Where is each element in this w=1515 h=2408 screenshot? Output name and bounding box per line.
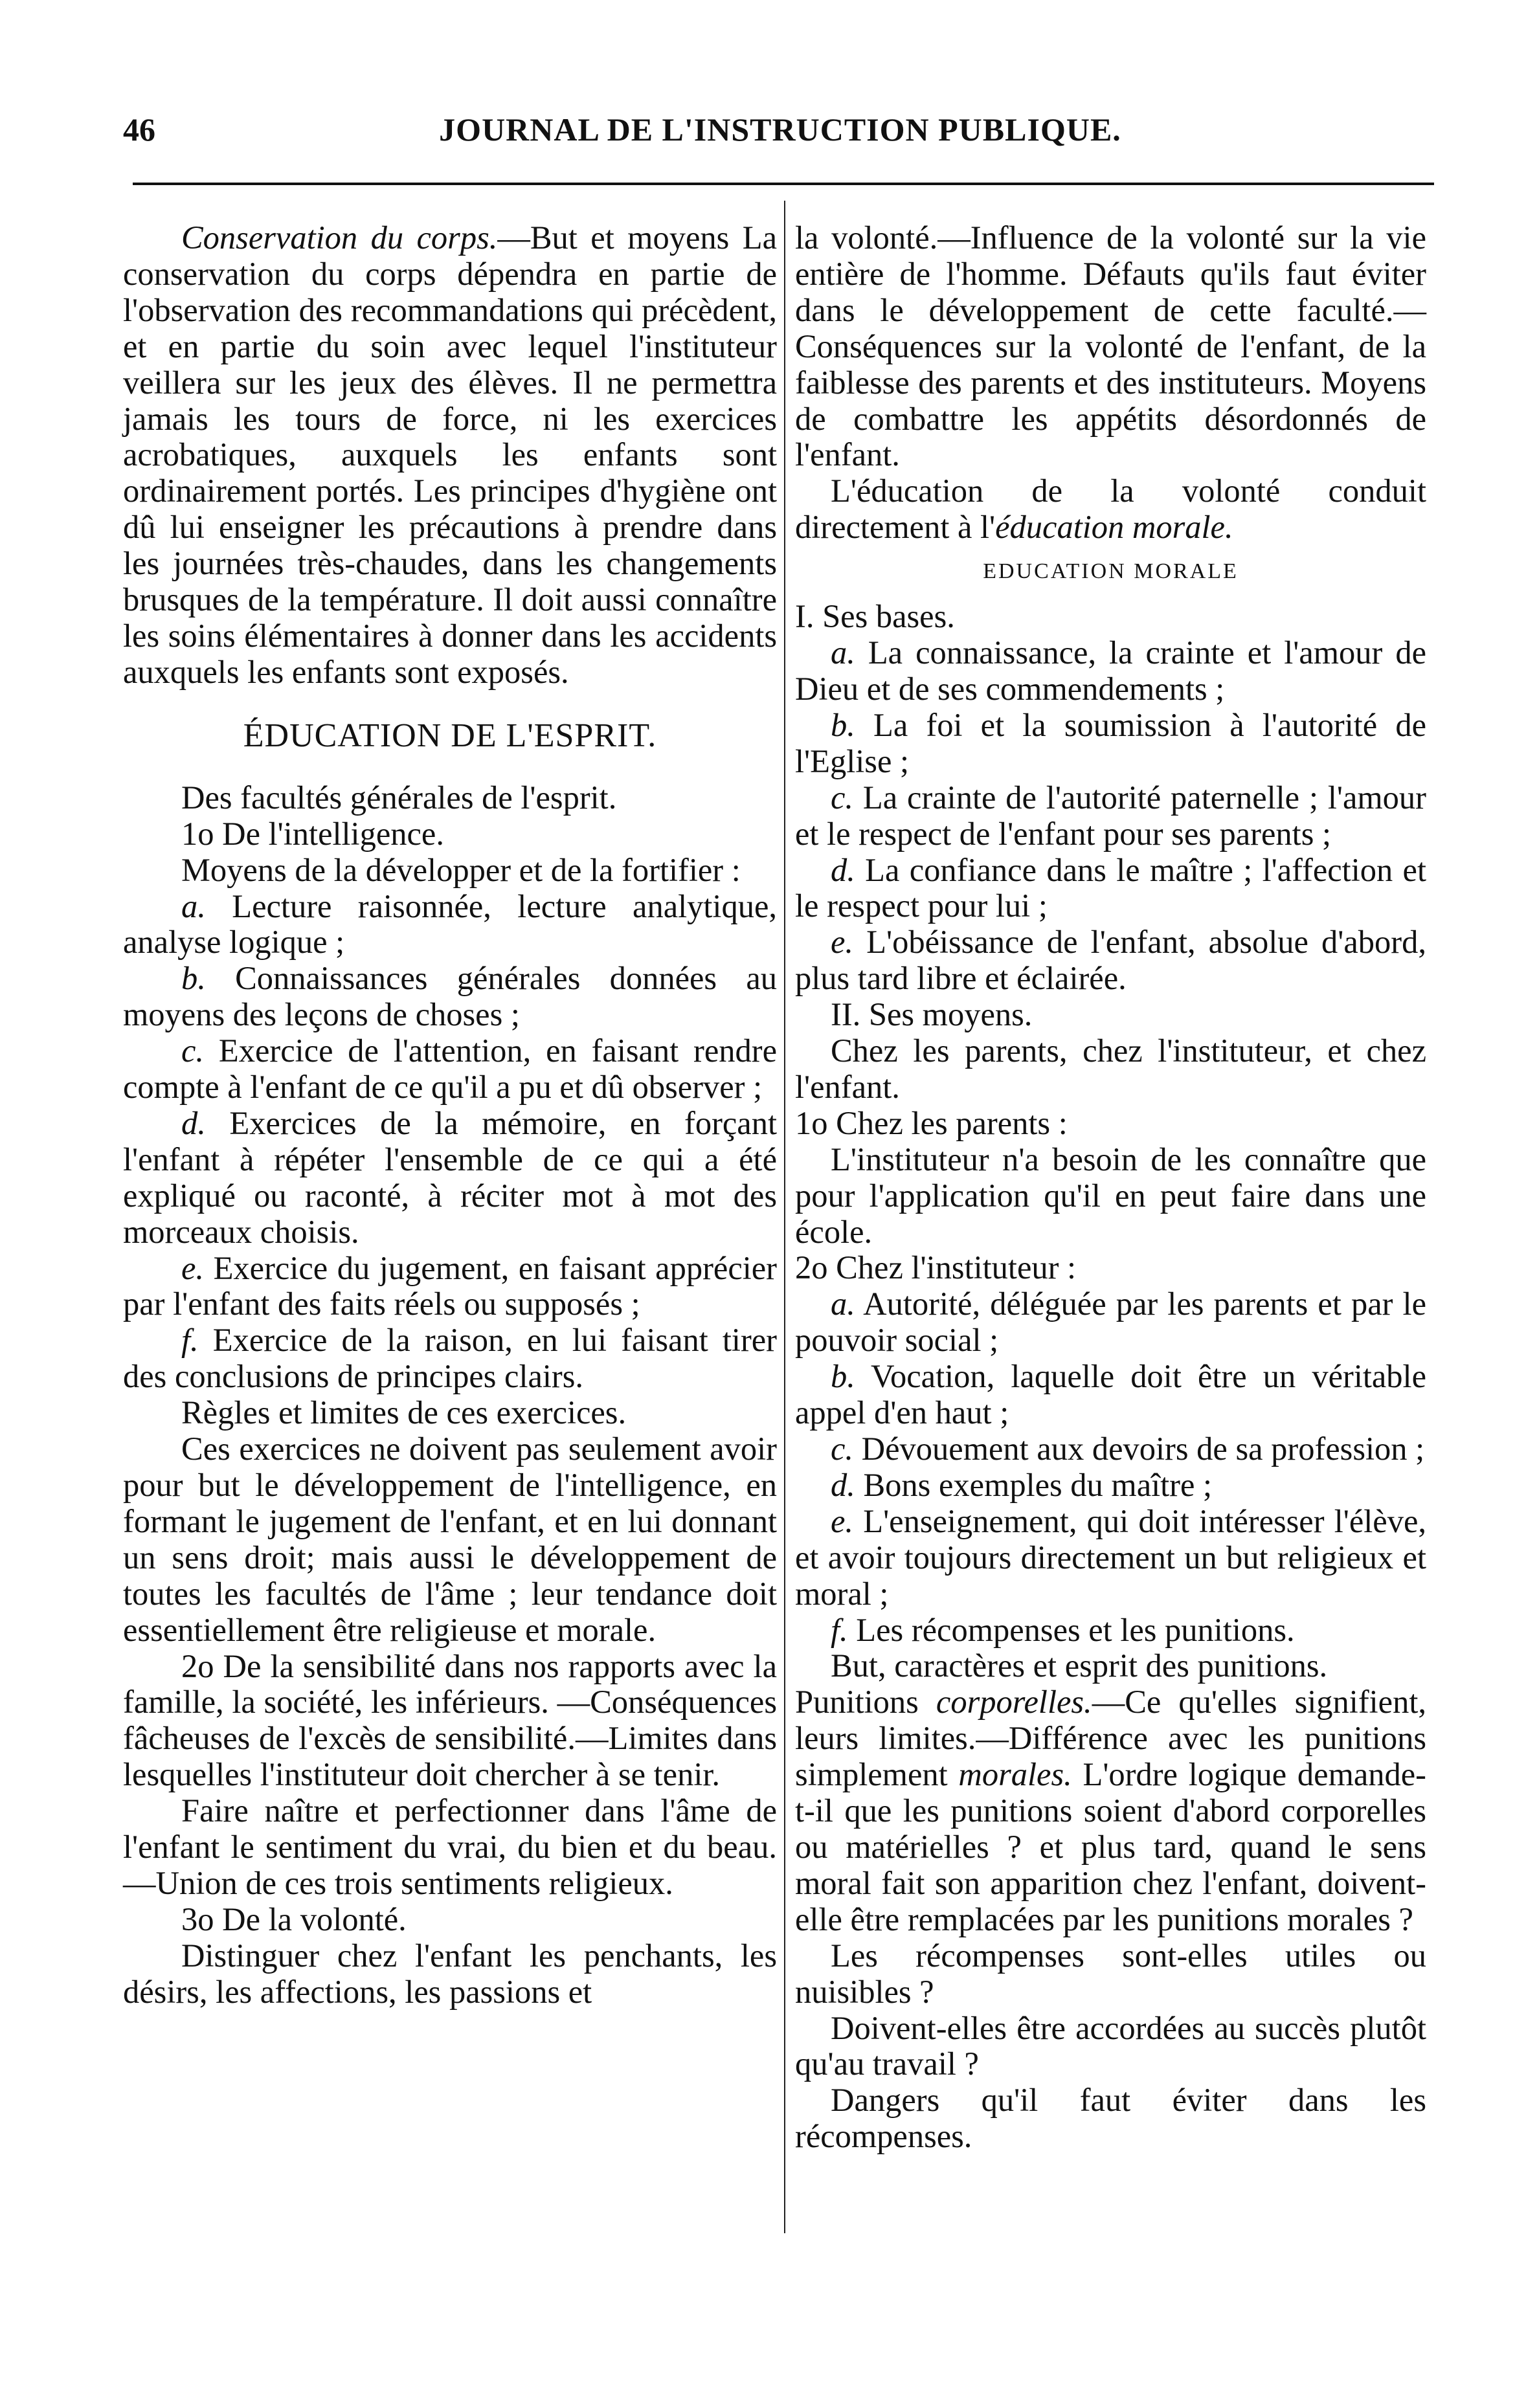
paragraph-conservation: Conservation du corps.—But et moyens La conservation du corps dépendra en partie de l'observation des recommandations qui précèdent, et en partie du soin avec lequel l'instituteur veillera sur les jeux des élèves. Il ne permettra jamais les tours de force, ni les exercices acrobatiques, auxquels les enfants sont ordinairement portés. Les principes d'hygiène ont dû lui enseigner les précautions à prendre dans les journées très-chaudes, dans les changements brusques de la température. Il doit aussi connaître les soins élémentaires à donner dans les accidents auxquels les enfants sont exposés. [123,219,777,690]
paragraph: II. Ses moyens. [831,996,1033,1033]
section-heading: ÉDUCATION DE L'ESPRIT. [243,717,657,754]
list-item: c. Exercice de l'attention, en faisant rendre compte à l'enfant de ce qu'il a pu et dû observer ; [123,1032,777,1106]
paragraph: L'instituteur n'a besoin de les connaître que pour l'application qu'il en peut faire dans une école. [795,1141,1426,1250]
list-item: e. L'obéissance de l'enfant, absolue d'abord, plus tard libre et éclairée. [795,924,1426,997]
paragraph: Doivent-elles être accordées au succès plutôt qu'au travail ? [795,2009,1426,2082]
paragraph: 1o De l'intelligence. [181,815,444,852]
paragraph: Moyens de la développer et de la fortifier : [181,851,741,888]
paragraph: 3o De la volonté. [181,1901,407,1937]
page-number: 46 [123,111,155,148]
paragraph: Faire naître et perfectionner dans l'âme de l'enfant le sentiment du vrai, du bien et du beau.—Union de ces trois sentiments religieux. [123,1792,777,1901]
list-item: b. Connaissances générales données au moyens des leçons de choses ; [123,960,777,1033]
paragraph: Chez les parents, chez l'instituteur, et chez l'enfant. [795,1032,1426,1105]
column-divider [784,201,785,2233]
paragraph: Règles et limites de ces exercices. [181,1394,627,1431]
paragraph: I. Ses bases. [795,598,955,635]
list-item: b. La foi et la soumission à l'autorité de l'Eglise ; [795,706,1426,779]
paragraph: But, caractères et esprit des punitions. [831,1647,1328,1684]
list-item: e. Exercice du jugement, en faisant apprécier par l'enfant des faits réels ou supposés ; [123,1249,777,1322]
left-column [123,220,777,2011]
paragraph: 1o Chez les parents : [795,1104,1068,1141]
list-item: a. Autorité, déléguée par les parents et par le pouvoir social ; [795,1286,1426,1359]
list-item: f. Exercice de la raison, en lui faisant tirer des conclusions de principes clairs. [123,1322,777,1395]
paragraph: 2o Chez l'instituteur : [795,1249,1077,1286]
paragraph: Punitions corporelles.—Ce qu'elles signifient, leurs limites.—Différence avec les punitions simplement morales. L'ordre logique demande-t-il que les punitions soient d'abord corporelles ou matérielles ? et plus tard, quand le sens moral fait son apparition chez l'enfant, doivent-elle être remplacées par les punitions morales ? [795,1684,1426,1937]
paragraph: la volonté.—Influence de la volonté sur la vie entière de l'homme. Défauts qu'ils faut éviter dans le développement de cette faculté.—Conséquences sur la volonté de l'enfant, de la faiblesse des parents et des instituteurs. Moyens de combattre les appétits désordonnés de l'enfant. [795,219,1426,473]
right-column [795,220,1426,2155]
list-item: f. Les récompenses et les punitions. [831,1611,1295,1648]
list-item: a. Lecture raisonnée, lecture analytique, analyse logique ; [123,887,777,961]
paragraph: Les récompenses sont-elles utiles ou nuisibles ? [795,1937,1426,2010]
paragraph: L'éducation de la volonté conduit directement à l'éducation morale. [795,473,1426,546]
section-subheading: EDUCATION MORALE [983,559,1239,584]
paragraph: Des facultés générales de l'esprit. [181,779,617,816]
list-item: c. La crainte de l'autorité paternelle ; l'amour et le respect de l'enfant pour ses parents ; [795,779,1426,852]
paragraph: 2o De la sensibilité dans nos rapports avec la famille, la société, les inférieurs. —Conséquences fâcheuses de l'excès de sensibilité.—Limites dans lesquelles l'instituteur doit chercher à se tenir. [123,1647,777,1793]
list-item: e. L'enseignement, qui doit intéresser l'élève, et avoir toujours directement un but religieux et moral ; [795,1502,1426,1612]
list-item: d. La confiance dans le maître ; l'affection et le respect pour lui ; [795,851,1426,924]
page-header [123,104,1437,155]
header-rule [133,183,1434,185]
list-item: c. Dévouement aux devoirs de sa profession ; [831,1431,1425,1467]
paragraph: Ces exercices ne doivent pas seulement avoir pour but le développement de l'intelligence, en formant le jugement de l'enfant, et en lui donnant un sens droit; mais aussi le développement de toutes les facultés de l'âme ; leur tendance doit essentiellement être religieuse et morale. [123,1431,777,1648]
paragraph: Dangers qu'il faut éviter dans les récompenses. [795,2082,1426,2155]
list-item: b. Vocation, laquelle doit être un véritable appel d'en haut ; [795,1358,1426,1431]
list-item: d. Bons exemples du maître ; [831,1466,1213,1503]
list-item: d. Exercices de la mémoire, en forçant l'enfant à répéter l'ensemble de ce qui a été expliqué ou raconté, à réciter mot à mot des morceaux choisis. [123,1104,777,1250]
paragraph: Distinguer chez l'enfant les penchants, les désirs, les affections, les passions et [123,1937,777,2010]
running-title: JOURNAL DE L'INSTRUCTION PUBLIQUE. [439,111,1121,148]
list-item: a. La connaissance, la crainte et l'amour de Dieu et de ses commendements ; [795,634,1426,707]
paragraph-title: Conservation du corps. [181,219,498,256]
